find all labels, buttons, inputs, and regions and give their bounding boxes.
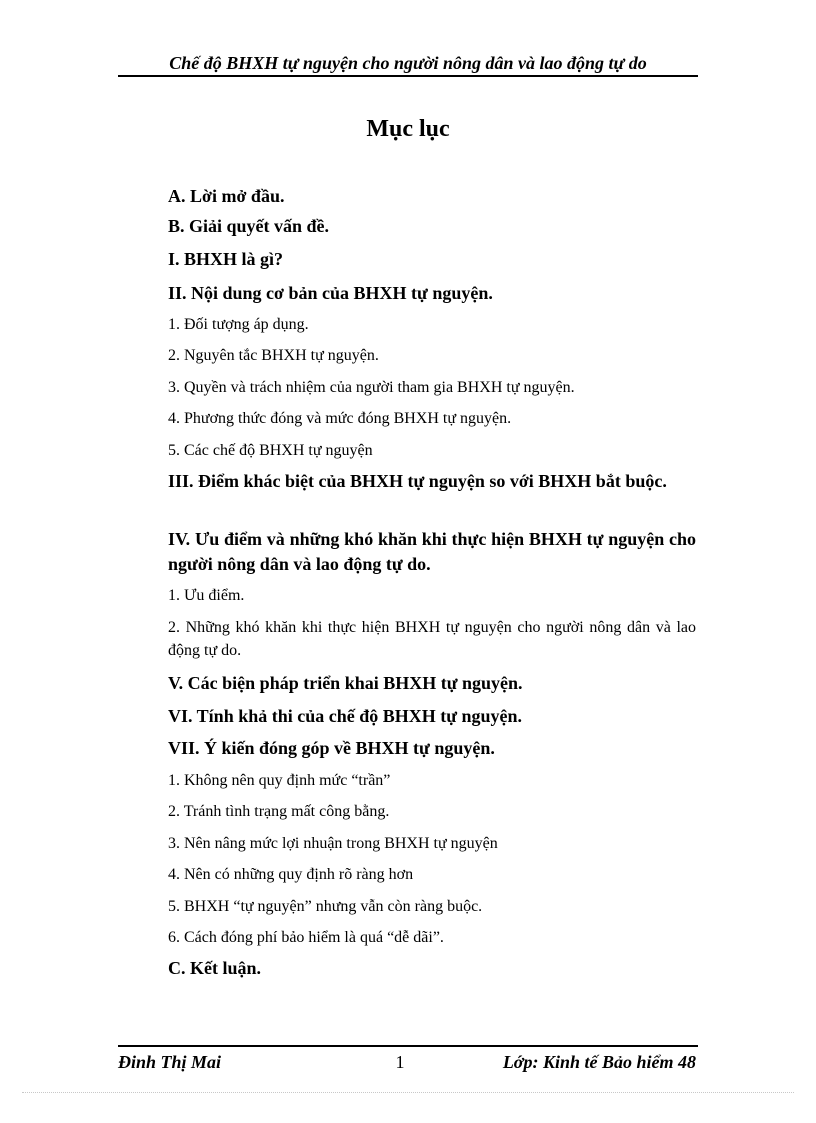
page-title: Mục lục <box>366 116 450 142</box>
toc-chapter-4: IV. Ưu điểm và những khó khăn khi thực hiện BHXH tự nguyện cho người nông dân và lao động tự do. <box>168 529 696 574</box>
toc-item-2-2: 2. Nguyên tắc BHXH tự nguyện. <box>168 347 379 364</box>
toc-item-2-5: 5. Các chế độ BHXH tự nguyện <box>168 442 373 459</box>
toc-chapter-5: V. Các biện pháp triển khai BHXH tự nguyện. <box>168 673 523 693</box>
toc-item-4-1: 1. Ưu điểm. <box>168 587 245 604</box>
toc-item-7-5: 5. BHXH “tự nguyện” nhưng vẫn còn ràng buộc. <box>168 898 483 915</box>
toc-item-2-1: 1. Đối tượng áp dụng. <box>168 316 309 333</box>
toc-chapter-1: I. BHXH là gì? <box>168 249 284 269</box>
page-number: 1 <box>395 1052 405 1072</box>
toc-section-c: C. Kết luận. <box>168 958 262 978</box>
toc-chapter-2: II. Nội dung cơ bản của BHXH tự nguyện. <box>168 283 493 303</box>
header-divider <box>118 75 698 77</box>
footer-author: Đinh Thị Mai <box>118 1052 222 1072</box>
toc-item-4-2: 2. Những khó khăn khi thực hiện BHXH tự nguyện cho người nông dân và lao động tự do. <box>168 619 696 659</box>
toc-section-a: A. Lời mở đầu. <box>168 186 285 206</box>
footer-class: Lớp: Kinh tế Bảo hiểm 48 <box>502 1052 696 1072</box>
toc-item-7-2: 2. Tránh tình trạng mất công bằng. <box>168 803 390 820</box>
toc-section-b: B. Giải quyết vấn đề. <box>168 216 330 236</box>
running-header: Chế độ BHXH tự nguyện cho người nông dân và lao động tự do <box>169 53 647 73</box>
toc-item-7-1: 1. Không nên quy định mức “trần” <box>168 772 391 789</box>
toc-item-2-4: 4. Phương thức đóng và mức đóng BHXH tự nguyện. <box>168 410 512 427</box>
footer-divider <box>118 1045 698 1047</box>
toc-chapter-3: III. Điểm khác biệt của BHXH tự nguyện so với BHXH bắt buộc. <box>168 471 667 491</box>
toc-item-7-6: 6. Cách đóng phí bảo hiểm là quá “dễ dãi”. <box>168 929 444 946</box>
toc-item-7-3: 3. Nên nâng mức lợi nhuận trong BHXH tự nguyện <box>168 835 498 852</box>
page-bottom-border <box>22 1092 794 1093</box>
toc-item-7-4: 4. Nên có những quy định rõ ràng hơn <box>168 866 414 883</box>
toc-chapter-6: VI. Tính khả thi của chế độ BHXH tự nguyện. <box>168 706 523 726</box>
toc-chapter-7: VII. Ý kiến đóng góp về BHXH tự nguyện. <box>168 738 495 758</box>
toc-item-2-3: 3. Quyền và trách nhiệm của người tham gia BHXH tự nguyện. <box>168 379 575 396</box>
